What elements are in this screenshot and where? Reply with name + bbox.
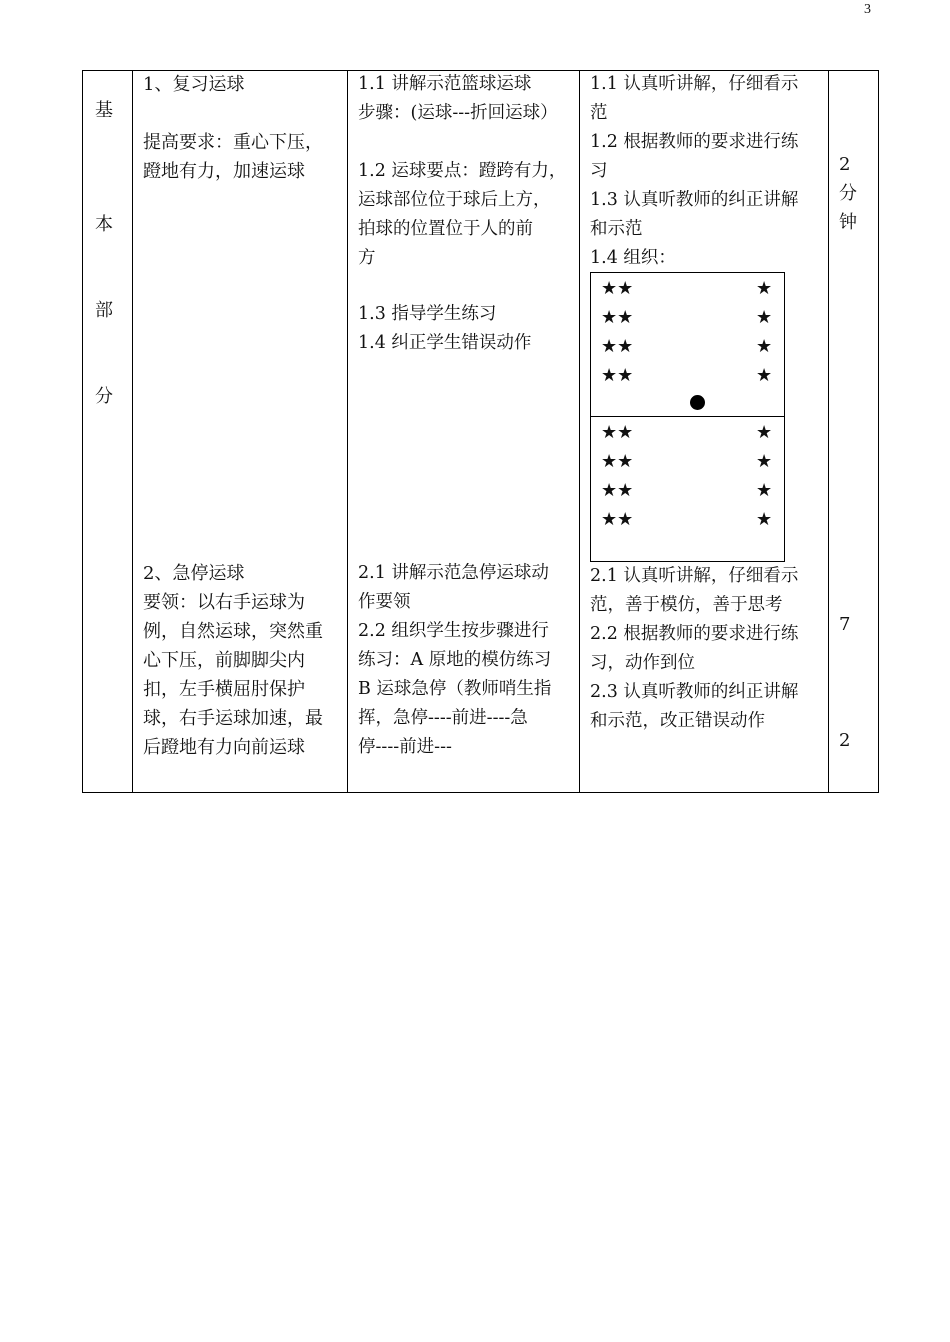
student-pair-star-icon: ★★ — [601, 422, 634, 443]
text-line: 后蹬地有力向前运球 — [143, 737, 305, 758]
time-char: 2 — [839, 154, 851, 175]
text-line: 习，动作到位 — [590, 653, 695, 673]
student-star-icon: ★ — [756, 422, 773, 443]
student-block-2 — [590, 562, 798, 736]
student-pair-star-icon: ★★ — [601, 451, 634, 472]
student-pair-star-icon: ★★ — [601, 509, 634, 530]
content-part1-title: 1、复习运球 — [143, 74, 245, 95]
student-pair-star-icon: ★★ — [601, 336, 634, 357]
text-line: 挥，急停----前进----急 — [358, 708, 528, 728]
section-label-char: 部 — [95, 300, 113, 321]
text-line: 1.1 认真听讲解，仔细看示 — [590, 74, 799, 94]
text-line: 2.2 根据教师的要求进行练 — [590, 624, 799, 644]
content-part1-requirement: 提高要求：重心下压， — [143, 132, 323, 153]
text-line: 1.2 根据教师的要求进行练 — [590, 132, 799, 152]
text-line: 2.2 组织学生按步骤进行 — [358, 621, 549, 641]
student-pair-star-icon: ★★ — [601, 278, 634, 299]
text-line: 扣，左手横屈肘保护 — [143, 679, 305, 700]
text-line: 运球部位位于球后上方， — [358, 190, 551, 210]
student-star-icon: ★ — [756, 509, 773, 530]
student-star-icon: ★ — [756, 307, 773, 328]
section-label-char: 分 — [95, 386, 113, 407]
time-char: 钟 — [839, 212, 857, 233]
teacher-block-4 — [358, 559, 551, 762]
text-line: 1.4 纠正学生错误动作 — [358, 333, 532, 353]
text-line: 2.3 认真听教师的纠正讲解 — [590, 682, 799, 702]
student-star-icon: ★ — [756, 451, 773, 472]
teacher-block-1 — [358, 70, 558, 128]
page-number: 3 — [864, 2, 871, 17]
student-star-icon: ★ — [756, 278, 773, 299]
text-line: 2.1 讲解示范急停运球动 — [358, 563, 549, 583]
text-line: 范 — [590, 103, 608, 123]
column-divider — [132, 70, 133, 793]
text-line: 和示范，改正错误动作 — [590, 711, 765, 731]
time-char: 分 — [839, 183, 857, 204]
text-line: 步骤：(运球---折回运球） — [358, 103, 558, 123]
teacher-block-3 — [358, 300, 531, 358]
section-label-char: 基 — [95, 100, 113, 121]
content-part2-block — [143, 559, 340, 762]
ball-dot-icon — [690, 395, 705, 410]
text-line: 范，善于模仿，善于思考 — [590, 595, 783, 615]
text-line: 和示范 — [590, 219, 643, 239]
text-line: 拍球的位置位于人的前 — [358, 219, 533, 239]
text-line: 1.3 指导学生练习 — [358, 304, 497, 324]
text-line: 练习：A 原地的模仿练习 — [358, 650, 552, 670]
text-line: 例，自然运球，突然重 — [143, 621, 323, 642]
column-divider — [579, 70, 580, 793]
time-value: 2 — [839, 730, 851, 751]
text-line: 1.1 讲解示范篮球运球 — [358, 74, 532, 94]
text-line: 心下压，前脚脚尖内 — [143, 650, 305, 671]
student-pair-star-icon: ★★ — [601, 307, 634, 328]
text-line: 停----前进--- — [358, 737, 452, 757]
text-line: 作要领 — [358, 592, 411, 612]
section-label-char: 本 — [95, 214, 113, 235]
text-line: 球，右手运球加速，最 — [143, 708, 323, 729]
text-line: 1.4 组织： — [590, 248, 676, 268]
text-line: 习 — [590, 161, 608, 181]
text-line: 要领：以右手运球为 — [143, 592, 305, 613]
text-line: 方 — [358, 248, 376, 268]
text-line: B 运球急停（教师哨生指 — [358, 679, 552, 699]
content-part1-requirement: 蹬地有力，加速运球 — [143, 161, 305, 182]
teacher-block-2 — [358, 157, 566, 273]
text-line: 1.2 运球要点：蹬跨有力， — [358, 161, 567, 181]
text-line: 1.3 认真听教师的纠正讲解 — [590, 190, 799, 210]
time-value: 7 — [839, 614, 851, 635]
student-star-icon: ★ — [756, 480, 773, 501]
student-block-1 — [590, 70, 798, 273]
time-block-1 — [839, 150, 857, 237]
text-line: 2.1 认真听讲解，仔细看示 — [590, 566, 799, 586]
student-star-icon: ★ — [756, 365, 773, 386]
student-pair-star-icon: ★★ — [601, 480, 634, 501]
text-line: 2、急停运球 — [143, 563, 245, 584]
student-pair-star-icon: ★★ — [601, 365, 634, 386]
student-star-icon: ★ — [756, 336, 773, 357]
column-divider — [347, 70, 348, 793]
column-divider — [828, 70, 829, 793]
